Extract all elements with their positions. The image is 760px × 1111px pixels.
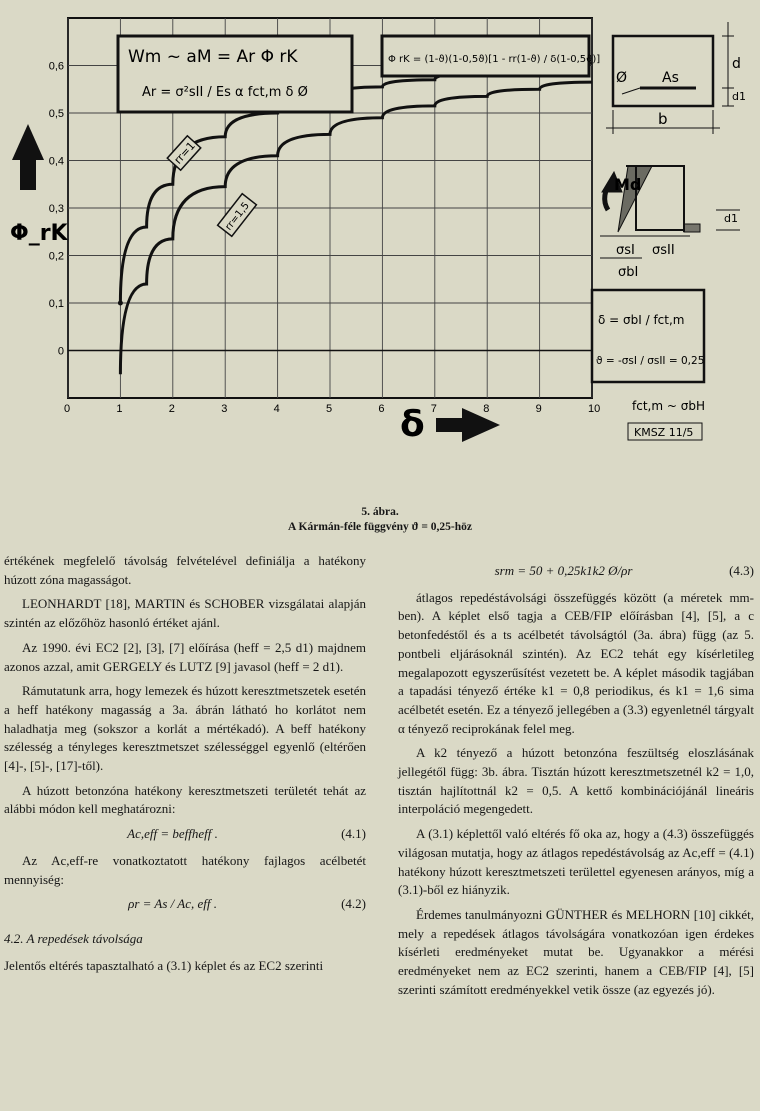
y-tick-label: 0,2 [48, 250, 64, 263]
right-paragraph-4: Érdemes tanulmányozni GÜNTHER és MELHORN [10] cikkét, mely a repedések átlagos távolságára vonatkozóan igen érdekes kísérleti eredményeket mutat be. Ugyanakkor a mérési eredményeket nem az EC2 szerinti, hanem a CEB/FIP [4], [5] szerinti számított eredményekkel vetik össze (az egyezés jó). [398, 906, 754, 997]
right-paragraph-1: átlagos repedéstávolsági összefüggés között (a méretek mm-ben). A képlet első tagja a CEB/FIP előírásban [4], [5], a c betonfedéstől és a ts acélbetét távolságtól (3a. ábra) függ (az 5. pontbeli eljárásoknál szintén). Az EC2 tehát egy kísérletileg megalapozott egyszerűsítést vezetett be. A képlet második tagjában a tapadási tényező értéke k1 = 0,8 periodikus, és k1 = 1,6 sima acélbetét esetén. Ez a tényező jellegében a (3.3) egyenletnél tárgyalt α tényező reciprokának felel meg. [398, 589, 754, 736]
curve-label-1: rr=1 [171, 139, 198, 167]
x-tick-label: 10 [588, 403, 601, 415]
section-label-phi: Ø [616, 70, 628, 86]
left-paragraph-4: A húzott betonzóna hatékony keresztmetszeti területét tehát az alábbi módon kell meghatározni: [4, 782, 366, 817]
equation-4-1-body: Ac,eff = beffheff . [127, 826, 218, 842]
left-column [4, 552, 366, 981]
y-tick-label: 0,1 [48, 298, 64, 310]
definition-theta: ϑ = -σsI / σsII = 0,25 [596, 355, 705, 367]
right-paragraph-3: A (3.1) képlettől való eltérés fő oka az, hogy a (4.3) összefüggés világosan mutatja, hogy az átlagos repedéstávolság az Ac,eff = (4.1) hatékony húzott keresztmetszeti területtel egyenesen arányos, míg a (3.1)-ből ez hiányzik. [398, 826, 754, 898]
formula-right: Φ rK = (1-ϑ)(1-0,5ϑ)[1 - rr(1-ϑ) / δ(1-0,5ϑ)] [388, 54, 601, 65]
definition-delta: δ = σbI / fct,m [598, 313, 685, 327]
section-label-b: b [658, 110, 668, 128]
right-paragraph-2: A k2 tényező a húzott betonzóna feszültség eloszlásának jellegétől függ: 3b. ábra. Tisztán húzott keresztmetszetnél k2 = 1,0, tisztán hajlítottnál k2 = 0,5. A kettő kombinációjánál lineáris interpoláció megengedett. [398, 745, 754, 817]
x-tick-label: 7 [430, 403, 437, 415]
section-label-d1: d1 [732, 90, 746, 103]
x-tick-label: 6 [378, 403, 385, 415]
equation-4-2-number: (4.2) [341, 896, 366, 912]
left-paragraph-0: értékének megfelelő távolság felvételével definiálja a hatékony húzott zóna magasságot. [4, 553, 366, 587]
stamp: KMSZ 11/5 [634, 426, 694, 439]
formula-left-line1: Wm ~ aM = Ar Φ rK [128, 47, 298, 67]
stress-label-sbi: σbI [618, 265, 639, 280]
x-tick-label: 1 [116, 403, 123, 415]
left-paragraph-1: LEONHARDT [18], MARTIN és SCHOBER vizsgálatai alapján szintén az előzőhöz hasonló értéket ajánl. [4, 596, 366, 631]
right-column [398, 552, 754, 1005]
y-tick-label: 0 [57, 345, 64, 358]
equation-4-3 [398, 562, 754, 581]
x-tick-label: 8 [483, 403, 490, 415]
figure-caption-title: A Kármán-féle függvény ϑ = 0,25-höz [287, 521, 472, 533]
x-axis-arrow [436, 408, 500, 442]
left-paragraph-5: Az Ac,eff-re vonatkoztatott hatékony fajlagos acélbetét mennyiség: [4, 852, 366, 887]
x-tick-label: 0 [64, 403, 71, 415]
y-tick-label: 0,3 [48, 203, 64, 215]
left-paragraph-2: Az 1990. évi EC2 [2], [3], [7] előírása (heff = 2,5 d1) majdnem azonos azzal, amit GERGELY és LUTZ [9] javasol (heff = 2 d1). [4, 639, 366, 674]
y-tick-label: 0,5 [48, 108, 64, 120]
equation-4-1 [4, 825, 366, 844]
x-tick-label: 5 [326, 403, 333, 415]
x-tick-label: 3 [221, 403, 228, 415]
series-line-2 [120, 82, 592, 374]
left-paragraph-6: Jelentős eltérés tapasztalható a (3.1) képlet és az EC2 szerinti [4, 957, 324, 973]
y-axis-arrow [12, 124, 44, 190]
series-start-point [118, 301, 123, 306]
stress-label-si: σsI [616, 243, 635, 258]
section-heading: 4.2. A repedések távolsága [4, 930, 143, 946]
left-paragraph-3: Rámutatunk arra, hogy lemezek és húzott keresztmetszetek esetén a heff hatékony magasság a 3a. ábrán látható ho korlátot nem haladhatja meg (sokszor a korlát a mértékadó). A beff hatékony szélesség a tényleges keresztmetszet szélességgel egyenlő (eltérően [4]-, [5]-, [17]-től). [4, 683, 366, 774]
x-axis-label: δ [400, 404, 425, 445]
figure-5 [0, 0, 760, 500]
formula-left-line2: Ar = σ²sII / Es α fct,m δ Ø [142, 85, 308, 100]
equation-4-3-body: srm = 50 + 0,25k1k2 Ø/ρr [494, 563, 633, 578]
y-tick-label: 0,4 [48, 155, 64, 168]
stress-label-d1: d1 [724, 212, 738, 225]
fct-note: fct,m ~ σbH [632, 399, 705, 413]
y-tick-label: 0,6 [48, 60, 64, 73]
moment-label: Md [614, 175, 642, 194]
x-tick-label: 2 [168, 403, 175, 415]
definitions-box [592, 290, 704, 382]
curve-label-2: rr=1,5 [223, 200, 252, 233]
y-axis-label: Φ_rK [10, 221, 68, 246]
section-label-d: d [732, 56, 741, 72]
section-label-as: As [662, 70, 679, 86]
equation-4-1-number: (4.1) [341, 826, 366, 842]
stress-label-sii: σsII [652, 243, 675, 258]
equation-4-2-body: ρr = As / Ac, eff . [128, 896, 217, 912]
figure-caption-number: 5. ábra. [361, 506, 399, 518]
equation-4-2 [4, 895, 366, 914]
equation-4-3-number: (4.3) [729, 563, 754, 578]
x-tick-label: 9 [535, 403, 542, 415]
x-tick-label: 4 [273, 403, 280, 415]
